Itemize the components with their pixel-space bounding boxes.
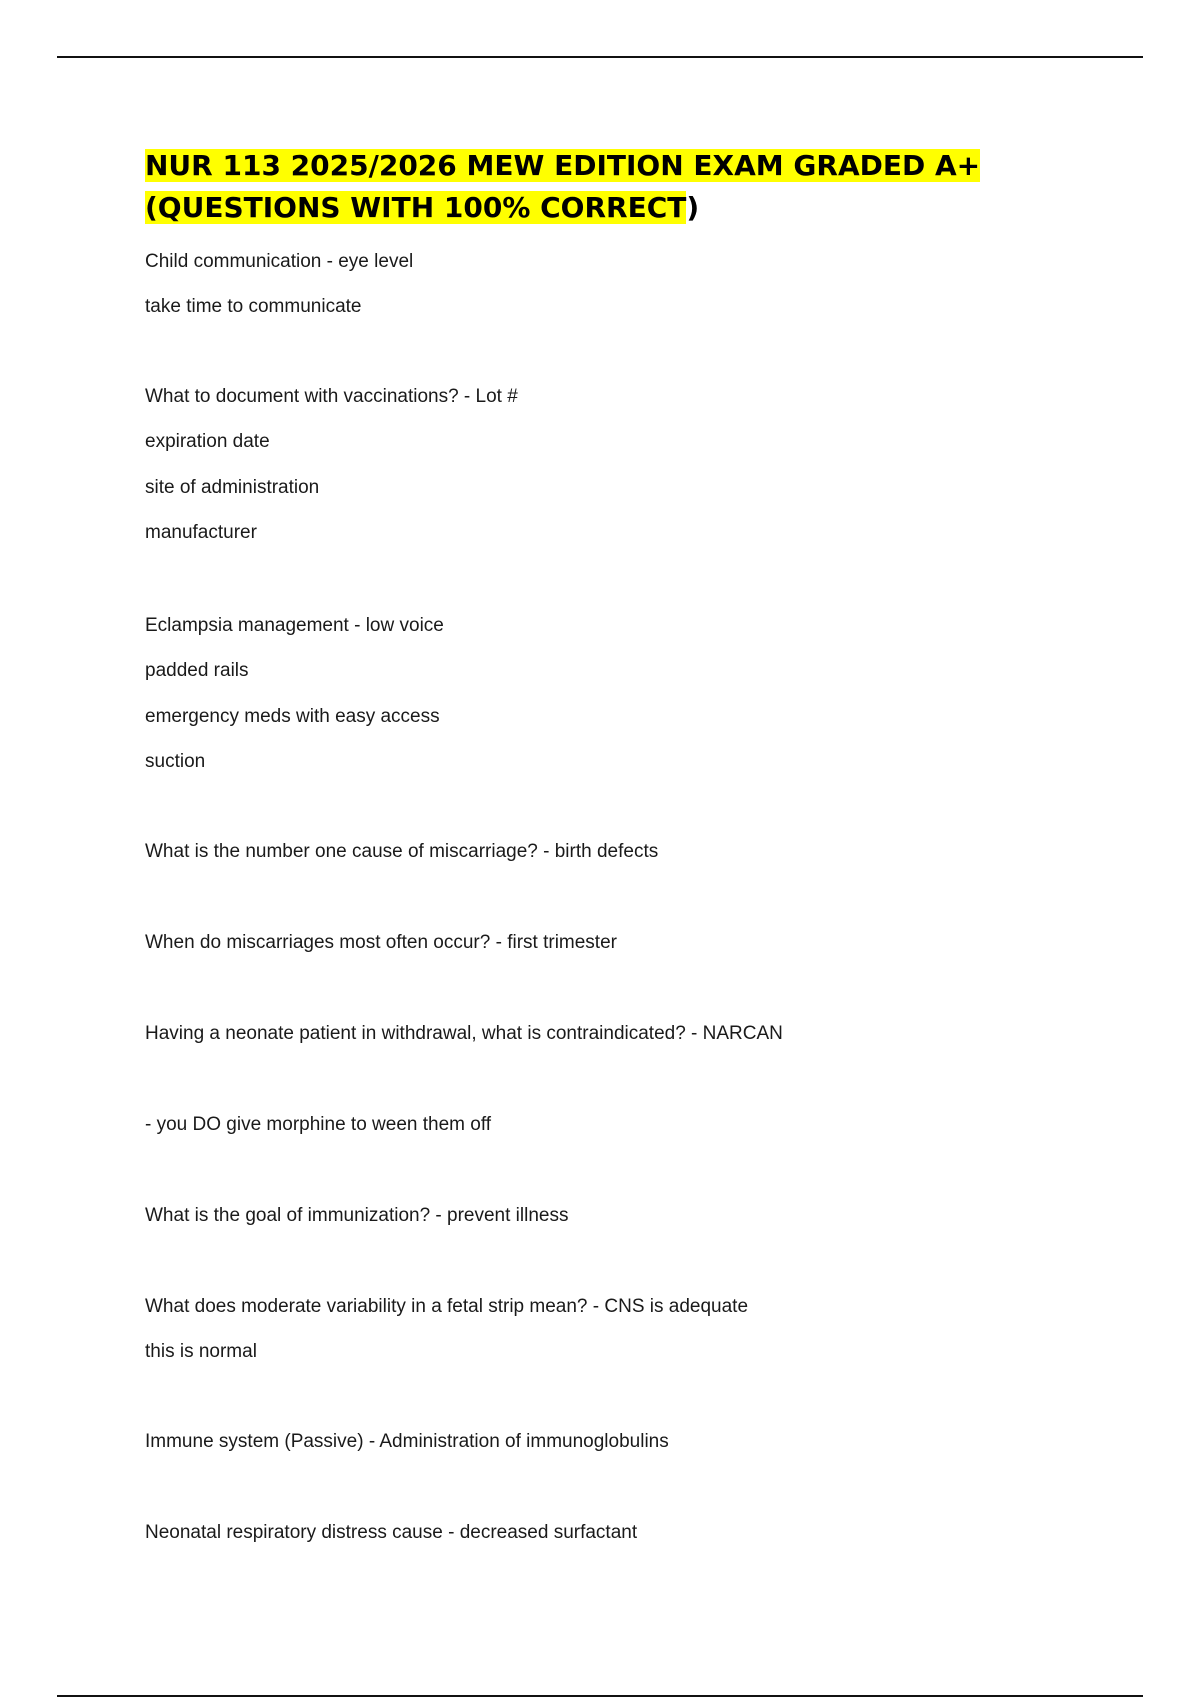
text-line-immunization-goal: What is the goal of immunization? - prevent illness bbox=[145, 1205, 569, 1226]
text-line-eclampsia-management: Eclampsia management - low voice bbox=[145, 615, 444, 636]
text-line-site-of-administration: site of administration bbox=[145, 477, 320, 498]
text-line-neonate-withdrawal: Having a neonate patient in withdrawal, what is contraindicated? - NARCAN bbox=[145, 1023, 783, 1044]
title-highlighted-text: NUR 113 2025/2026 MEW EDITION EXAM GRADED A+ (QUESTIONS WITH 100% CORRECT bbox=[145, 149, 981, 224]
text-line-child-communication: Child communication - eye level bbox=[145, 251, 414, 272]
text-line-fetal-strip: What does moderate variability in a fetal strip mean? - CNS is adequate bbox=[145, 1296, 749, 1317]
text-line-emergency-meds: emergency meds with easy access bbox=[145, 706, 440, 727]
text-line-miscarriage-timing: When do miscarriages most often occur? - first trimester bbox=[145, 932, 617, 953]
text-line-vaccination-question: What to document with vaccinations? - Lot # bbox=[145, 386, 518, 407]
text-line-manufacturer: manufacturer bbox=[145, 522, 257, 543]
text-line-padded-rails: padded rails bbox=[145, 660, 249, 681]
footer-rule bbox=[57, 1695, 1143, 1697]
text-line-miscarriage-cause: What is the number one cause of miscarriage? - birth defects bbox=[145, 841, 659, 862]
text-line-this-is-normal: this is normal bbox=[145, 1341, 257, 1362]
text-line-take-time: take time to communicate bbox=[145, 296, 362, 317]
text-line-expiration-date: expiration date bbox=[145, 431, 270, 452]
header-rule bbox=[57, 56, 1143, 58]
text-line-immune-passive: Immune system (Passive) - Administration of immunoglobulins bbox=[145, 1431, 669, 1452]
title-tail-text: ) bbox=[686, 191, 700, 224]
text-line-respiratory-distress: Neonatal respiratory distress cause - decreased surfactant bbox=[145, 1522, 638, 1543]
text-line-morphine: - you DO give morphine to ween them off bbox=[145, 1114, 492, 1135]
document-title bbox=[145, 145, 1045, 229]
text-line-suction: suction bbox=[145, 751, 206, 772]
